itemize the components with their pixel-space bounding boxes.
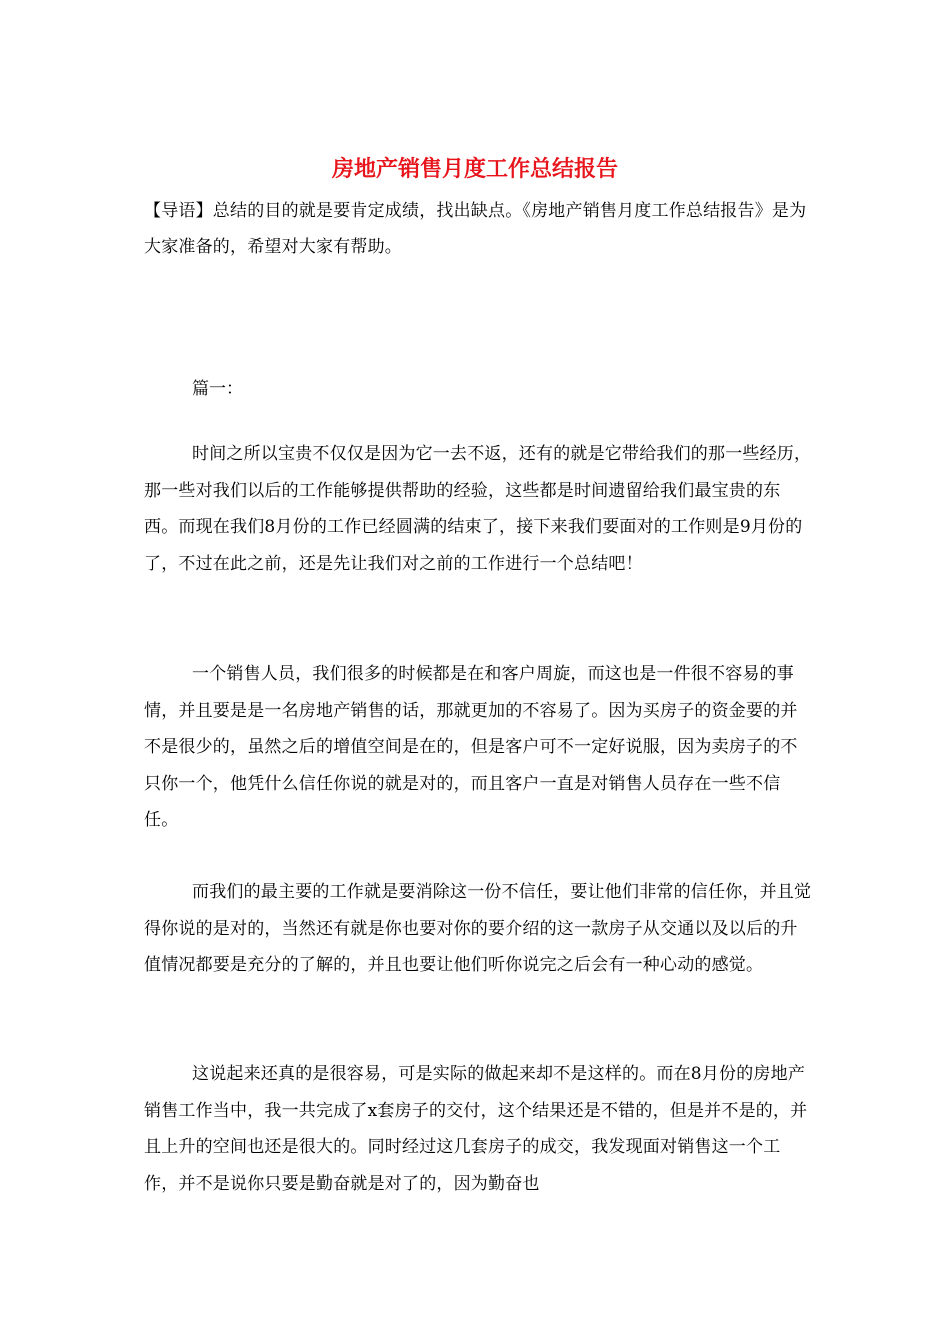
document-title: 房地产销售月度工作总结报告	[331, 156, 618, 182]
body-paragraph-4: 这说起来还真的是很容易，可是实际的做起来却不是这样的。而在8月份的房地产销售工作当中，我一共完成了x套房子的交付，这个结果还是不错的，但是并不是的，并且上升的空间也还是很大的。同时经过这几套房子的成交，我发现面对销售这一个工作，并不是说你只要是勤奋就是对了的，因为勤奋也	[144, 1064, 808, 1194]
intro-paragraph: 【导语】总结的目的就是要肯定成绩，找出缺点。《房地产销售月度工作总结报告》是为大家准备的，希望对大家有帮助。	[144, 201, 807, 257]
body-paragraph-1: 时间之所以宝贵不仅仅是因为它一去不返，还有的就是它带给我们的那一些经历，那一些对我们以后的工作能够提供帮助的经验，这些都是时间遗留给我们最宝贵的东西。而现在我们8月份的工作已经圆满的结束了，接下来我们要面对的工作则是9月份的了，不过在此之前，还是先让我们对之前的工作进行一个总结吧！	[144, 444, 812, 574]
section-label: 篇一：	[192, 379, 243, 399]
body-paragraph-3: 而我们的最主要的工作就是要消除这一份不信任，要让他们非常的信任你，并且觉得你说的是对的，当然还有就是你也要对你的要介绍的这一款房子从交通以及以后的升值情况都要是充分的了解的，并且也要让他们听你说完之后会有一种心动的感觉。	[144, 882, 812, 975]
body-paragraph-2: 一个销售人员，我们很多的时候都是在和客户周旋，而这也是一件很不容易的事情，并且要是是一名房地产销售的话，那就更加的不容易了。因为买房子的资金要的并不是很少的，虽然之后的增值空间是在的，但是客户可不一定好说服，因为卖房子的不只你一个，他凭什么信任你说的就是对的，而且客户一直是对销售人员存在一些不信任。	[144, 664, 798, 830]
